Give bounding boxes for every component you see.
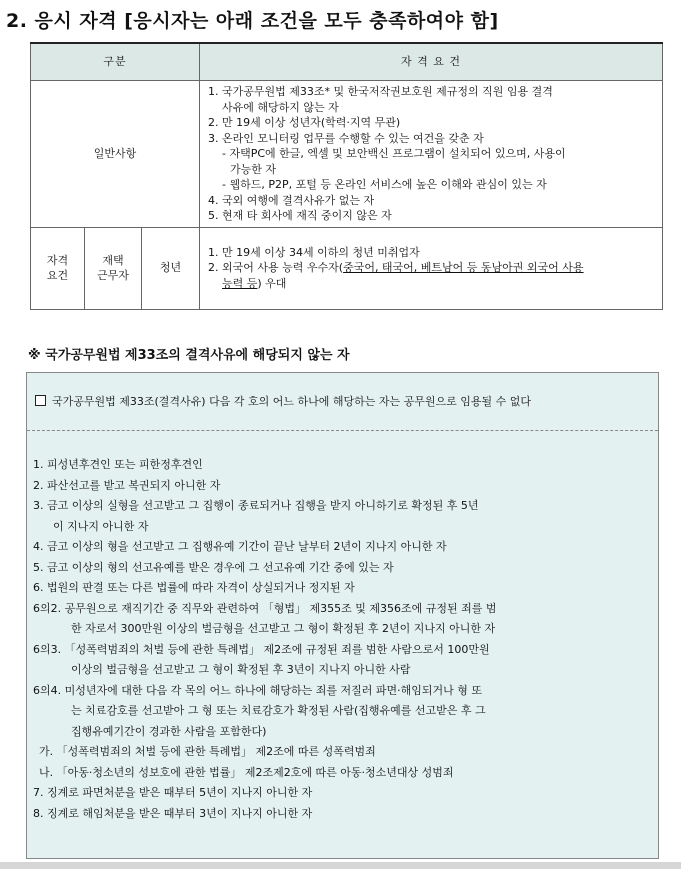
qualification-label [31,227,85,309]
general-line: 1. 국가공무원법 제33조* 및 한국저작권보호원 제규정의 직원 임용 결격 [208,85,553,98]
qualification-label-line: 요건 [46,269,69,282]
list-item: 6의2. 공무원으로 재직기간 중 직무와 관련하여 「형법」 제355조 및 제356조에 규정된 죄를 범 [33,601,497,615]
list-item: 이상의 벌금형을 선고받고 그 형이 확정된 후 3년이 지나지 아니한 사람 [71,663,411,676]
remote-worker-label-line: 근무자 [97,269,129,282]
general-content [200,81,663,228]
general-line: 3. 온라인 모니터링 업무를 수행할 수 있는 여건을 갖춘 자 [208,131,484,145]
general-line: 가능한 자 [230,162,277,176]
remote-worker-label [85,227,142,309]
qualification-label-line: 자격 [46,253,69,267]
box-header-text: 국가공무원법 제33조(결격사유) 다음 각 호의 어느 하나에 해당하는 자는 공무원으로 임용될 수 없다 [52,395,531,408]
header-requirements: 자 격 요 건 [200,43,663,81]
remote-worker-label-line: 재택 [102,253,124,267]
list-item: 3. 금고 이상의 실형을 선고받고 그 집행이 종료되거나 집행을 받지 아니하기로 확정된 후 5년 [33,499,479,512]
list-item: 6의4. 미성년자에 대한 다음 각 목의 어느 하나에 해당하는 죄를 저질러 파면·해임되거나 형 또 [33,683,482,697]
general-line: - 자택PC에 한글, 엑셀 및 보안백신 프로그램이 설치되어 있으며, 사용이 [222,147,566,160]
special-content [200,227,663,309]
special-line [208,276,656,292]
list-item: 는 치료감호를 선고받아 그 형 또는 치료감호가 확정된 사람(집행유예를 선고받은 후 그 [71,704,486,717]
list-item: 5. 금고 이상의 형의 선고유예를 받은 경우에 그 선고유예 기간 중에 있는 자 [33,560,394,574]
section-title: 2. 응시 자격 [응시자는 아래 조건을 모두 충족하여야 함] [6,10,499,32]
bottom-scrollbar[interactable] [0,862,681,869]
checkbox-square-icon [35,395,46,406]
table-row-special [31,227,663,309]
disqualification-note: ※ 국가공무원법 제33조의 결격사유에 해당되지 않는 자 [28,348,350,363]
disqualification-list [33,455,653,824]
special-line: 1. 만 19세 이상 34세 이하의 청년 미취업자 [208,245,420,259]
list-item: 집행유예기간이 경과한 사람을 포함한다) [71,724,267,738]
list-item: 6의3. 「성폭력범죄의 처벌 등에 관한 특례법」 제2조에 규정된 죄를 범한 사람으로서 100만원 [33,642,490,656]
general-line: 5. 현재 타 회사에 재직 중이지 않은 자 [208,209,392,222]
general-line: - 웹하드, P2P, 포털 등 온라인 서비스에 높은 이해와 관심이 있는 자 [222,178,547,191]
general-line: 사유에 해당하지 않는 자 [222,100,339,114]
list-item: 7. 징계로 파면처분을 받은 때부터 5년이 지나지 아니한 자 [33,786,313,799]
box-header [27,373,658,431]
list-item: 6. 법원의 판결 또는 다른 법률에 따라 자격이 상실되거나 정지된 자 [33,581,355,594]
special-underlined-text: 중국어, 태국어, 베트남어 등 동남아권 외국어 사용 [343,261,584,275]
header-category: 구분 [31,43,200,81]
special-underlined-text: 능력 등 [222,276,258,290]
general-label: 일반사항 [31,81,200,228]
special-text: 2. 외국어 사용 능력 우수자( [208,261,344,275]
general-line: 4. 국외 여행에 결격사유가 없는 자 [208,193,375,207]
special-text: ) 우대 [257,276,287,290]
list-item: 8. 징계로 해임처분을 받은 때부터 3년이 지나지 아니한 자 [33,806,313,820]
list-item: 한 자로서 300만원 이상의 벌금형을 선고받고 그 형이 확정된 후 2년이 지나지 아니한 자 [71,622,496,635]
special-line [208,260,656,276]
disqualification-box [26,372,659,859]
table-header-row [31,43,663,81]
list-item: 1. 피성년후견인 또는 피한정후견인 [33,458,203,471]
requirements-table [30,42,663,310]
list-item: 가. 「성폭력범죄의 처벌 등에 관한 특례법」 제2조에 따른 성폭력범죄 [39,745,376,758]
list-item: 나. 「아동·청소년의 성보호에 관한 법률」 제2조제2호에 따른 아동·청소년대상 성범죄 [39,765,454,779]
list-item: 이 지나지 아니한 자 [53,519,149,533]
list-item: 4. 금고 이상의 형을 선고받고 그 집행유예 기간이 끝난 날부터 2년이 지나지 아니한 자 [33,540,447,553]
table-row-general [31,81,663,228]
list-item: 2. 파산선고를 받고 복권되지 아니한 자 [33,478,221,492]
youth-label: 청년 [142,227,200,309]
general-line: 2. 만 19세 이상 성년자(학력·지역 무관) [208,116,401,129]
